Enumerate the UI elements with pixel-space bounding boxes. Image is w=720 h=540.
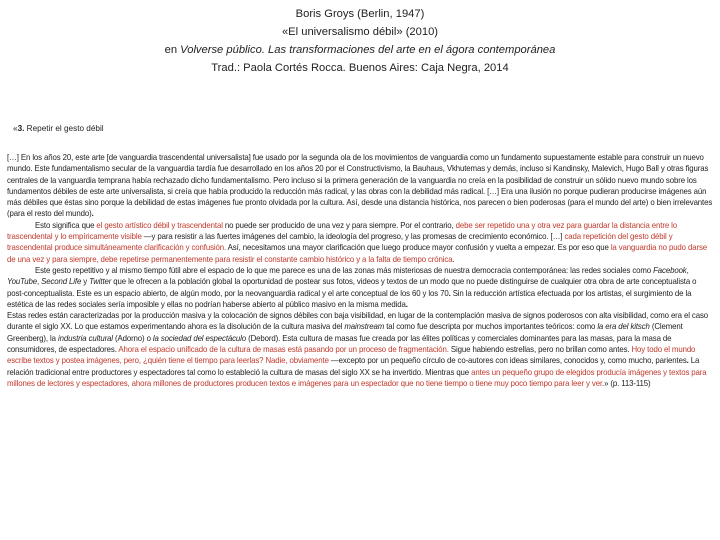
paragraph-2 (7, 220, 713, 265)
p3-sep-3: y (81, 277, 90, 287)
paragraph-3 (7, 265, 713, 310)
p1-end: . (91, 209, 94, 219)
p2-text-e: . (452, 254, 455, 264)
p3-text-a: Este gesto repetitivo y al mismo tiempo fútil abre el espacio de lo que me parece es una de las zonas más misteriosas de nuestra democracia contemporánea: las redes sociales como (35, 265, 654, 275)
section-open-quote: « (13, 124, 18, 133)
translation-line: Trad.: Paola Cortés Rocca. Buenos Aires: Caja Negra, 2014 (211, 62, 509, 74)
p4-text-i: .» (p. 113-115) (602, 378, 651, 388)
p3-sep-1: , (686, 265, 689, 275)
p4-g-end: . (686, 356, 689, 366)
p4-text-g: —excepto por un pequeño círculo de co-autores con ideas similares, conocidos y, como mucho, parientes (328, 356, 687, 366)
p4-text-e: (Debord). Esta cultura de masas fue creada por las élites políticas y comerciales dominantes para las masas, para la masa de consumidores, de espectadores. (7, 333, 672, 355)
essay-title-line: «El universalismo débil» (2010) (281, 26, 439, 38)
p2-text-a: Esto significa que (35, 220, 97, 230)
p3-c-end: . (405, 299, 408, 309)
p4-mainstream: mainstream (344, 322, 385, 332)
p2-highlight-3: cada repetición del gesto débil y trascendental produce simultáneamente clarificación y confusión. (7, 232, 673, 253)
section-heading (13, 124, 104, 133)
p4-text-d: (Adorno) o (112, 333, 153, 343)
p3-youtube: YouTube (7, 277, 37, 287)
p2-highlight-4: la vanguardia no pudo darse de una vez y para siempre, debe repetirse permanentemente para resistir el constante cambio histórico y a la falta de tiempo crónica (7, 243, 708, 264)
p4-text-f: Sigue habiendo estrellas, pero no brillan como antes. (448, 345, 632, 355)
p4-era-kitsch: la era del kitsch (597, 322, 650, 332)
p1-text: […] En los años 20, este arte [de vanguardia trascendental universalista] fue usado por la segunda ola de los movimientos de vanguardia como un fundamento supuestamente estable para construir un nuevo mundo. Este fundamentalismo secular de la vanguardia tardía fue desarrollado en los años 20 por el Constructivismo, la Bauhaus, Vkhutemas y demás, incluso si Kandinsky, Malevich, Hugo Ball y otras figuras centrales de la vanguardia temprana había rechazado dicho fundamentalismo. Pero incluso si la primera generación de la vanguardia no creía en la posibilidad de construir un sólido nuevo mundo sobre los fundamentos débiles de este arte universalista, si creía que había producido la reducción más radical, y las obras con la debilidad más radical. […] Era una ilusión no porque pudieran producirse imágenes aún más débiles que éstas sino porque la debilidad de estas imágenes fue pronto olvidada por la cultura. Así, desde una distancia histórica, nos parecen o bien poderosas (para el mundo del arte) o bien irrelevantes (para el resto del mundo) (7, 153, 713, 219)
p4-highlight-3: antes un pequeño grupo de elegidos producía imágenes y textos para millones de lectores y espectadores, ahora millones de productores producen textos e imágenes para un espectador que no tiene tiempo o tiene muy poco tiempo para leer y ver (7, 367, 707, 388)
p2-text-c: —y para resistir a las fuertes imágenes del cambio, la ideología del progreso, y las promesas de crecimiento económico. […] (141, 232, 565, 242)
section-number: 3. (17, 124, 25, 133)
paragraph-1 (7, 152, 713, 220)
p4-text-b: tal como fue descripta por muchos importantes teóricos: como (384, 322, 598, 332)
p2-highlight-1: el gesto artístico débil y trascendental (96, 220, 223, 230)
p4-industria-cultural: industria cultural (57, 333, 113, 343)
p3-second-life: Second Life (41, 277, 82, 287)
citation-header (0, 5, 720, 77)
p3-text-b: que le ofrecen a la población global la oportunidad de postear sus fotos, videos y textos de un modo que no puede distinguirse de cualquier otra obra de arte conceptualista o post-conceptualista. Este es un espacio abierto, de algún modo, por la neovanguardia radical y el arte conceptual de los 60 y los 70 (7, 277, 697, 298)
p2-highlight-2: debe ser repetido una y otra vez para guardar la distancia entre lo trascendental y lo empíricamente visible (7, 220, 677, 242)
p4-text-h: La relación tradicional entre productores y espectadores tal como lo estableció la cultura de masas del siglo XX se ha invertido. Mientras que (7, 356, 700, 377)
p2-text-d: Así, necesitamos una mayor clarificación que luego produce mayor confusión y vuelta a empezar. Es por eso que (226, 243, 611, 253)
publication-line (0, 41, 720, 59)
p3-twitter: Twitter (89, 277, 112, 287)
paragraph-4 (7, 310, 713, 389)
p3-b-end: . (448, 288, 451, 298)
section-title: Repetir el gesto débil (24, 124, 104, 133)
author-line: Boris Groys (Berlin, 1947) (295, 8, 425, 20)
p3-text-c: Sin la reducción artística efectuada por los artistas, el surgimiento de la estética de las redes sociales sería imposible y ellas no podrían haberse abierto al público masivo en la misma medida (7, 288, 692, 309)
publication-prefix: en (164, 44, 181, 56)
quoted-text (7, 152, 713, 389)
p4-sociedad-espectaculo: la sociedad del espectáculo (152, 333, 247, 343)
p3-facebook: Facebook (653, 265, 687, 275)
publication-title: Volverse público. Las transformaciones del arte en el ágora contemporánea (180, 44, 556, 56)
p3-sep-2: , (36, 277, 42, 287)
p4-text-c: (Clement Greenberg), la (7, 322, 683, 343)
p2-text-b: no puede ser producido de una vez y para siempre. Por el contrario, (222, 220, 456, 230)
p4-highlight-1: Ahora el espacio unificado de la cultura de masas está pasando por un proceso de fragmentación. (118, 345, 449, 355)
p4-highlight-2: Hoy todo el mundo escribe textos y postea imágenes, pero, ¿quién tiene el tiempo para leerlas? Nadie, obviamente (7, 345, 696, 366)
p4-text-a: Estas redes están caracterizadas por la producción masiva y la colocación de signos débiles con baja visibilidad, en lugar de la contemplación masiva de signos poderosos con alta visibilidad, como era el caso durante el siglo XX. Lo que estamos experimentando ahora es la disolución de la cultura masiva del (7, 311, 708, 332)
